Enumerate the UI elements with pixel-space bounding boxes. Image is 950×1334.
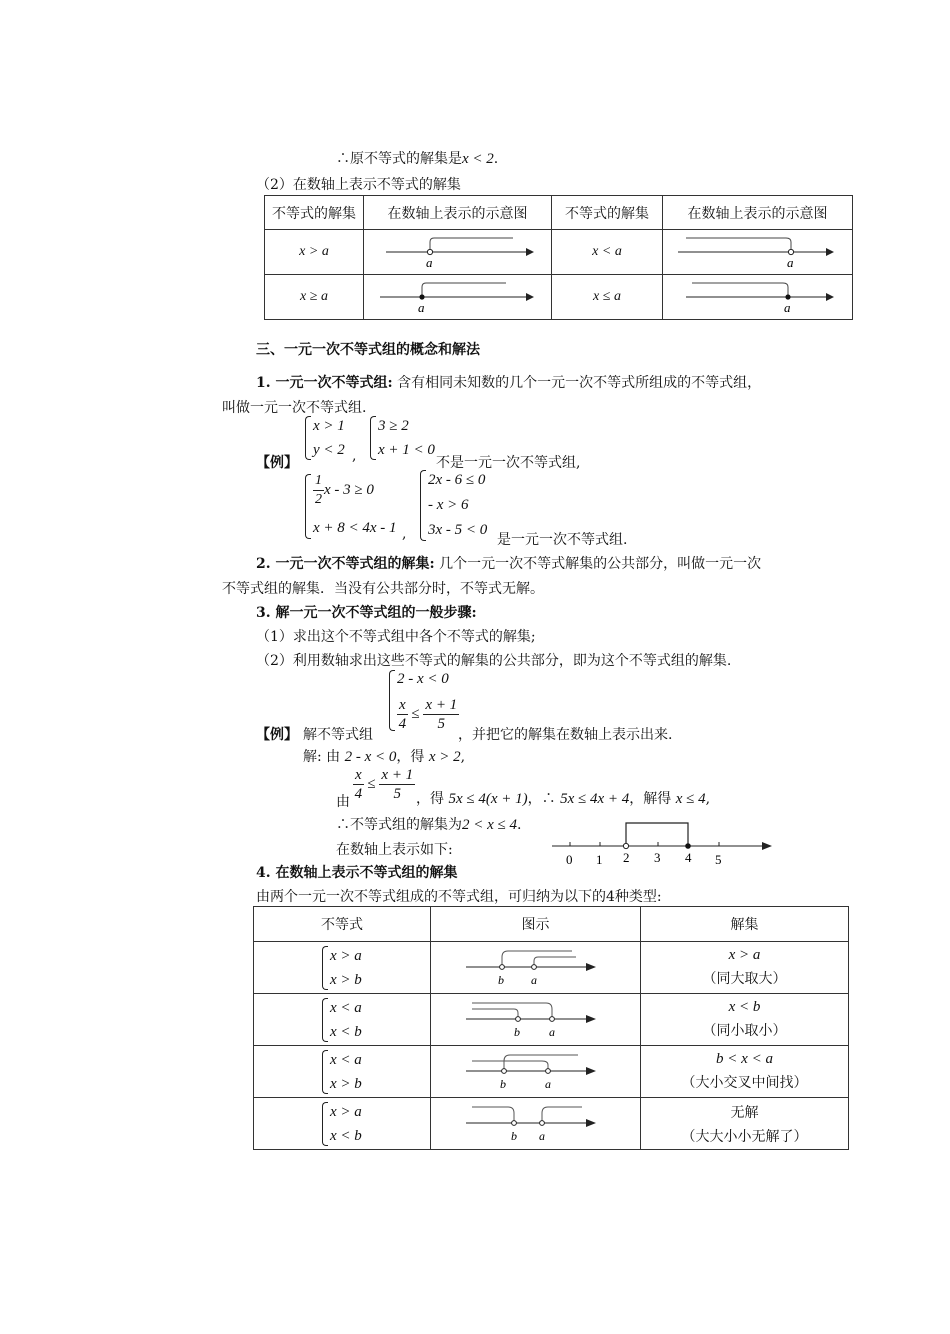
header-cell: 解集 xyxy=(641,907,849,942)
solution-cell: x > a （同大取大） xyxy=(641,942,849,994)
number-line-gt xyxy=(368,230,548,270)
example2-prefix: 解不等式组 xyxy=(303,727,373,743)
step-1: （1）求出这个不等式组中各个不等式的解集; xyxy=(256,629,536,645)
solution-step-3: ∴不等式组的解集为2 < x ≤ 4. xyxy=(336,817,522,833)
tick-label: 3 xyxy=(654,850,661,865)
diagram-cell xyxy=(431,994,641,1046)
solution-set-table xyxy=(264,195,853,320)
diagram-no-solution xyxy=(436,1099,636,1145)
comma: , xyxy=(352,448,357,464)
point-label-b: b xyxy=(497,972,504,987)
example-label: 【例】 xyxy=(256,727,298,743)
number-line-cell xyxy=(663,275,853,320)
item2: 2. 一元一次不等式组的解集: 几个一元一次不等式解集的公共部分，叫做一元一次 xyxy=(256,556,762,572)
header-cell: 不等式的解集 xyxy=(552,196,663,230)
system-types-table xyxy=(253,906,849,1150)
point-label-b: b xyxy=(499,1076,506,1091)
number-line-cell xyxy=(364,230,552,275)
solution-number-line xyxy=(548,818,778,870)
number-line-cell xyxy=(663,230,853,275)
diagram-cell xyxy=(431,942,641,994)
section3-title: 三、一元一次不等式组的概念和解法 xyxy=(256,342,480,358)
system-cell: x < a x < b xyxy=(254,994,431,1046)
number-line-lt xyxy=(668,230,848,270)
number-line-cell xyxy=(364,275,552,320)
point-label: a xyxy=(786,255,793,270)
diagram-cell xyxy=(431,1046,641,1098)
example-system-2: 3 ≥ 2 x + 1 < 0 xyxy=(370,414,435,462)
point-label: a xyxy=(425,255,432,270)
solution-step-4: 在数轴上表示如下: xyxy=(336,842,453,858)
tick-label: 1 xyxy=(596,852,603,867)
example-label: 【例】 xyxy=(256,455,298,471)
tick-label: 2 xyxy=(623,850,630,865)
point-label-a: a xyxy=(544,1076,551,1091)
inequality-cell: x > a xyxy=(265,230,364,275)
example-system-1: x > 1 y < 2 xyxy=(305,414,345,462)
not-system-text: 不是一元一次不等式组, xyxy=(436,455,581,471)
example-system-4: 2x - 6 ≤ 0 - x > 6 3x - 5 < 0 xyxy=(420,468,487,543)
solution-step-1: 解: 由 2 - x < 0，得 x > 2, xyxy=(303,749,466,765)
header-cell: 不等式 xyxy=(254,907,431,942)
point-label-b: b xyxy=(510,1128,517,1143)
diagram-same-greater xyxy=(436,943,636,989)
number-line-le xyxy=(668,275,848,315)
point-label: a xyxy=(417,300,424,315)
point-label-a: a xyxy=(530,972,537,987)
item1-cont: 叫做一元一次不等式组. xyxy=(222,400,367,416)
tick-label: 0 xyxy=(566,852,573,867)
diagram-cross xyxy=(436,1047,636,1093)
system-cell: x > a x < b xyxy=(254,1098,431,1150)
point-label-a: a xyxy=(538,1128,545,1143)
item2-cont: 不等式组的解集．当没有公共部分时，不等式无解。 xyxy=(222,581,544,597)
diagram-same-less xyxy=(436,995,636,1041)
point-label-b: b xyxy=(513,1024,520,1039)
item1: 1. 一元一次不等式组: 含有相同未知数的几个一元一次不等式所组成的不等式组， xyxy=(256,375,762,391)
step-2: （2）利用数轴求出这些不等式的解集的公共部分，即为这个不等式组的解集. xyxy=(256,653,732,669)
example2-system: 2 - x < 0 $\frac{x}{4}$ ≤ $\frac{x + 1}{5}$ xyxy=(389,668,459,733)
solution-step-2-prefix: 由 xyxy=(336,794,350,810)
example-system-3: $\frac{1}{2}$ x - 3 ≥ 0 x + 8 < 4x - 1 xyxy=(305,472,397,541)
system-cell: x < a x > b xyxy=(254,1046,431,1098)
inequality-cell: x ≤ a xyxy=(552,275,663,320)
is-system-text: 是一元一次不等式组. xyxy=(497,532,628,548)
solution-step-2-fraction: $\frac{x}{4}$ ≤ $\frac{x + 1}{5}$ xyxy=(354,767,414,802)
solution-cell: x < b （同小取小） xyxy=(641,994,849,1046)
header-cell: 在数轴上表示的示意图 xyxy=(663,196,853,230)
solution-cell: 无解 （大大小小无解了） xyxy=(641,1098,849,1150)
solution-step-2: ，得 5x ≤ 4(x + 1)，∴ 5x ≤ 4x + 4，解得 x ≤ 4, xyxy=(416,791,711,807)
header-cell: 在数轴上表示的示意图 xyxy=(364,196,552,230)
point-label: a xyxy=(783,300,790,315)
solution-cell: b < x < a （大小交叉中间找） xyxy=(641,1046,849,1098)
inequality-cell: x < a xyxy=(552,230,663,275)
inequality-cell: x ≥ a xyxy=(265,275,364,320)
diagram-cell xyxy=(431,1098,641,1150)
example2-suffix: ，并把它的解集在数轴上表示出来. xyxy=(458,727,673,743)
header-cell: 图示 xyxy=(431,907,641,942)
point-label-a: a xyxy=(548,1024,555,1039)
section4-title: 4. 在数轴上表示不等式组的解集 xyxy=(256,865,458,881)
tick-label: 4 xyxy=(685,850,692,865)
item3-title: 3. 解一元一次不等式组的一般步骤: xyxy=(256,605,477,621)
section4-intro: 由两个一元一次不等式组成的不等式组，可归纳为以下的4种类型: xyxy=(256,889,662,905)
number-line-ge xyxy=(368,275,548,315)
part2-heading: （2）在数轴上表示不等式的解集 xyxy=(256,177,461,193)
solution-line: ∴原不等式的解集是x < 2. xyxy=(336,151,499,167)
system-cell: x > a x > b xyxy=(254,942,431,994)
comma: , xyxy=(402,526,407,542)
tick-label: 5 xyxy=(715,852,722,867)
header-cell: 不等式的解集 xyxy=(265,196,364,230)
